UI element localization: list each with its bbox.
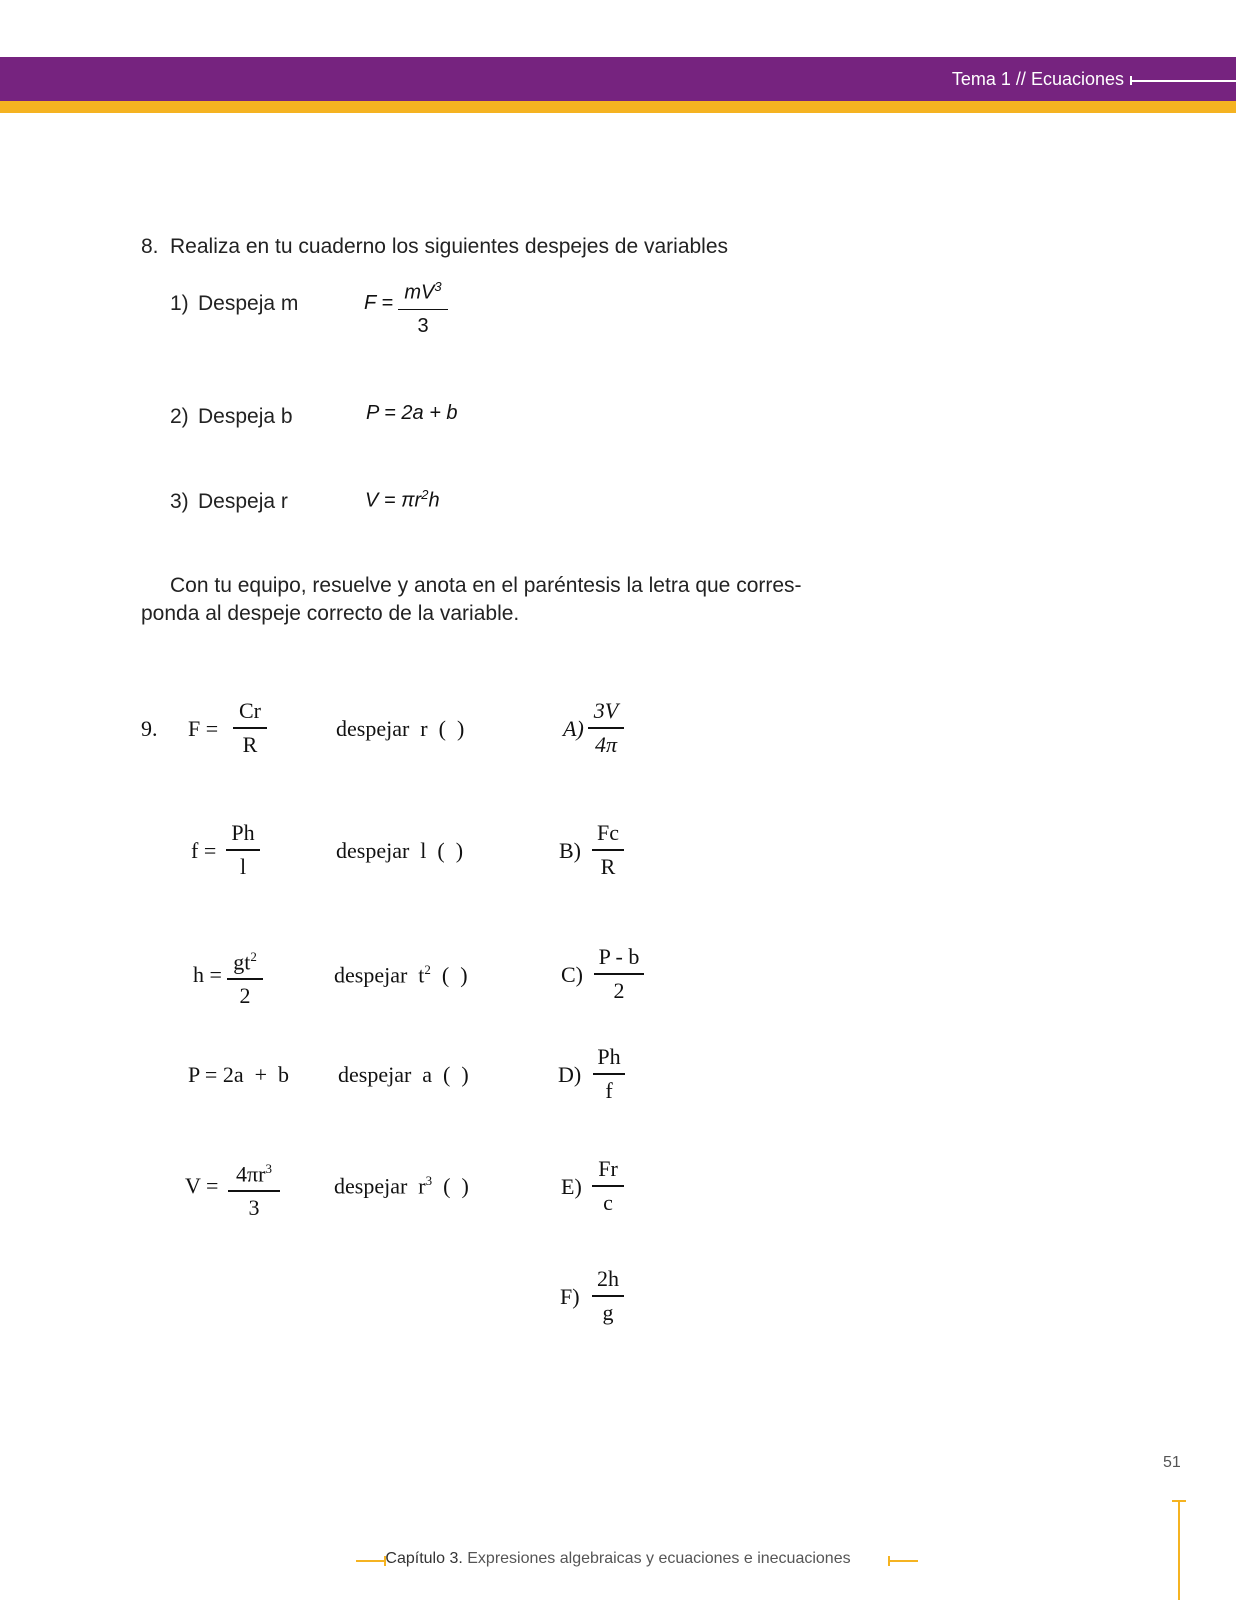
option-a-denominator: 4π bbox=[594, 731, 618, 757]
row-3-task bbox=[334, 962, 468, 988]
team-instruction-line-1: Con tu equipo, resuelve y anota en el paréntesis la letra que corres- bbox=[170, 574, 802, 597]
team-instruction-line-2: ponda al despeje correcto de la variable. bbox=[141, 602, 520, 625]
row-3-fraction bbox=[227, 944, 263, 1009]
exercise-8-instruction: Realiza en tu cuaderno los siguientes despejes de variables bbox=[170, 235, 729, 258]
row-5-fraction bbox=[228, 1156, 280, 1221]
row-3-numerator-exponent: 2 bbox=[250, 949, 257, 964]
row-1-task: despejar r ( ) bbox=[336, 716, 465, 741]
option-b-letter: B) bbox=[559, 838, 581, 863]
header-title: Tema 1 // Ecuaciones bbox=[951, 69, 1124, 89]
option-a-fraction bbox=[588, 698, 624, 758]
item-1-label: Despeja m bbox=[198, 292, 299, 315]
item-1-number: 1) bbox=[170, 292, 189, 315]
item-3-number: 3) bbox=[170, 490, 189, 513]
row-2-denominator: l bbox=[239, 853, 247, 879]
eq3-rest: h bbox=[428, 489, 440, 512]
row-1-fraction bbox=[233, 698, 267, 758]
row-2-lhs: f = bbox=[191, 838, 217, 863]
option-b-fraction bbox=[592, 820, 624, 880]
header-line-ornament bbox=[1130, 73, 1236, 87]
option-e-numerator: Fr bbox=[598, 1156, 618, 1181]
row-1-lhs: F = bbox=[188, 716, 219, 741]
row-5-task-end: ( ) bbox=[432, 1173, 469, 1199]
header-accent-band bbox=[0, 101, 1236, 113]
row-1-denominator: R bbox=[242, 731, 258, 757]
option-d-denominator: f bbox=[605, 1077, 613, 1103]
eq1-exponent: 3 bbox=[434, 279, 442, 294]
item-3-label: Despeja r bbox=[198, 490, 288, 513]
row-2-fraction bbox=[226, 820, 260, 880]
row-2-numerator: Ph bbox=[231, 820, 255, 845]
row-3-lhs: h = bbox=[193, 962, 222, 987]
option-c-letter: C) bbox=[561, 962, 583, 987]
option-e-letter: E) bbox=[561, 1174, 582, 1199]
option-d-letter: D) bbox=[558, 1062, 582, 1087]
row-3-task-end: ( ) bbox=[430, 962, 468, 988]
row-5-lhs: V = bbox=[185, 1173, 219, 1198]
footer bbox=[0, 1550, 1236, 1568]
option-d-numerator: Ph bbox=[597, 1044, 621, 1069]
row-3-numerator: gt bbox=[233, 949, 251, 975]
page-number: 51 bbox=[1163, 1454, 1181, 1471]
option-a-numerator: 3V bbox=[593, 698, 619, 723]
option-f-letter: F) bbox=[560, 1284, 580, 1309]
row-2-task: despejar l ( ) bbox=[336, 838, 464, 863]
row-3-denominator: 2 bbox=[239, 982, 251, 1008]
row-1-numerator: Cr bbox=[239, 698, 261, 723]
row-5-task-exponent: 3 bbox=[425, 1173, 433, 1188]
row-4-lhs: P = 2a + b bbox=[188, 1062, 289, 1087]
option-e-fraction bbox=[592, 1156, 624, 1216]
option-d-fraction bbox=[593, 1044, 625, 1104]
option-b-denominator: R bbox=[600, 853, 616, 879]
exercise-9-number: 9. bbox=[141, 716, 158, 741]
row-4-task: despejar a ( ) bbox=[338, 1062, 469, 1087]
eq1-numerator: mV bbox=[404, 281, 435, 304]
eq1-fraction bbox=[398, 274, 448, 339]
row-3-task-exponent: 2 bbox=[424, 962, 431, 977]
eq3-exponent: 2 bbox=[421, 487, 429, 502]
row-5-task bbox=[334, 1173, 469, 1199]
option-f-denominator: g bbox=[602, 1299, 614, 1325]
eq3 bbox=[365, 487, 440, 513]
row-5-numerator: 4πr bbox=[236, 1161, 266, 1187]
eq3-lhs: V = πr bbox=[365, 489, 422, 512]
option-c-denominator: 2 bbox=[613, 977, 625, 1003]
item-2-label: Despeja b bbox=[198, 405, 293, 428]
footer-title: Expresiones algebraicas y ecuaciones e inecuaciones bbox=[462, 1550, 851, 1567]
option-c-fraction bbox=[594, 944, 644, 1004]
row-5-task-text: despejar r bbox=[334, 1173, 426, 1199]
option-e-denominator: c bbox=[603, 1189, 613, 1215]
exercise-8-number: 8. bbox=[141, 235, 159, 258]
option-f-fraction bbox=[592, 1266, 624, 1326]
row-5-denominator: 3 bbox=[248, 1194, 260, 1220]
option-c-numerator: P - b bbox=[598, 944, 640, 969]
item-2-number: 2) bbox=[170, 405, 189, 428]
footer-chapter: Capítulo 3. bbox=[385, 1550, 463, 1567]
eq1-lhs: F = bbox=[364, 292, 394, 314]
footer-right-ornament bbox=[888, 1560, 918, 1570]
option-a-letter: A) bbox=[563, 716, 584, 741]
eq1-denominator: 3 bbox=[417, 315, 429, 338]
row-5-numerator-exponent: 3 bbox=[265, 1161, 272, 1176]
row-3-task-text: despejar t bbox=[334, 962, 425, 988]
option-b-numerator: Fc bbox=[597, 820, 619, 845]
option-f-numerator: 2h bbox=[597, 1266, 619, 1291]
eq2: P = 2a + b bbox=[366, 402, 458, 424]
